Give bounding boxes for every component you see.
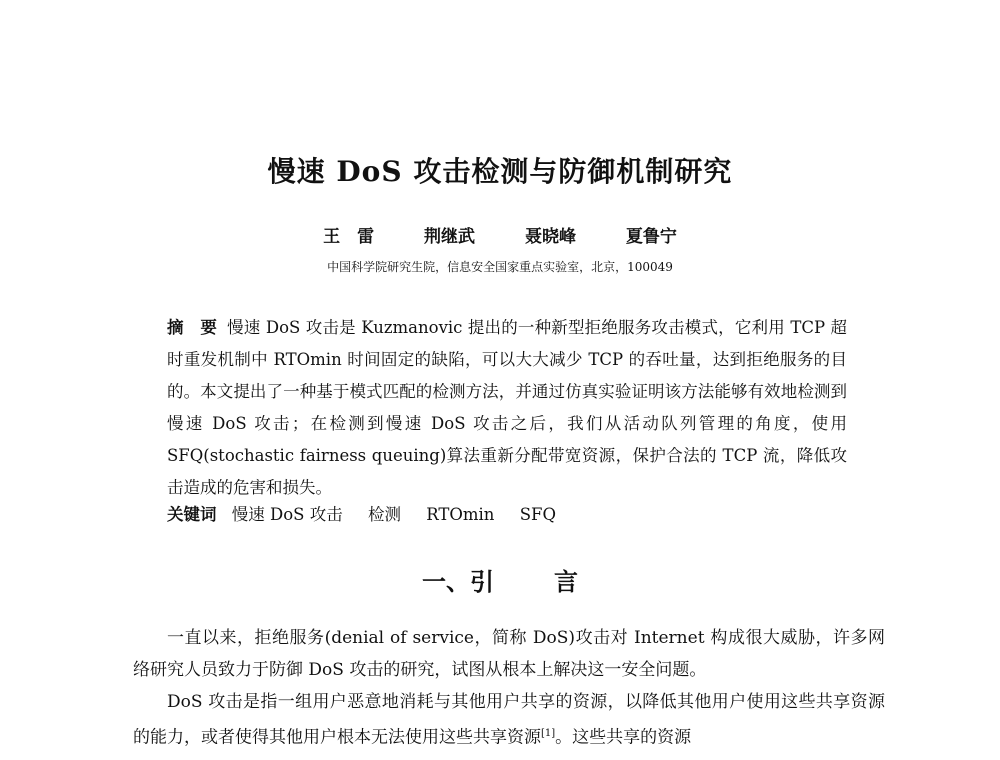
- paragraph-text: DoS 攻击是指一组用户恶意地消耗与其他用户共享的资源，以降低其他用户使用这些共享资源的能力，或者使得其他用户根本无法使用这些共享资源: [133, 692, 885, 748]
- citation[interactable]: [1]: [541, 728, 556, 739]
- paragraph: [133, 686, 885, 754]
- author-list: [0, 222, 1000, 247]
- keyword: RTOmin: [426, 505, 495, 524]
- keywords-label: 关键词: [167, 505, 217, 524]
- body-text: [133, 622, 885, 754]
- section-number: 一、引: [422, 568, 494, 596]
- section-heading: [0, 562, 1000, 597]
- keyword: 检测: [367, 505, 401, 524]
- author-name: 王 雷: [323, 227, 375, 247]
- section-name: 言: [554, 568, 578, 596]
- author-affiliation: 中国科学院研究生院，信息安全国家重点实验室，北京，100049: [327, 260, 673, 274]
- paper-title: 慢速 DoS 攻击检测与防御机制研究: [267, 155, 733, 188]
- keyword: 慢速 DoS 攻击: [231, 505, 343, 524]
- abstract-label: 摘 要: [167, 318, 218, 337]
- keywords: [167, 502, 847, 528]
- paragraph: 一直以来，拒绝服务(denial of service，简称 DoS)攻击对 Internet 构成很大威胁，许多网络研究人员致力于防御 DoS 攻击的研究，试图从根本上解决这一安全问题。: [133, 628, 885, 680]
- author-name: 聂晓峰: [524, 227, 576, 247]
- author-name: 夏鲁宁: [625, 227, 677, 247]
- paragraph-text: 。这些共享的资源: [555, 727, 692, 748]
- abstract-text: 慢速 DoS 攻击是 Kuzmanovic 提出的一种新型拒绝服务攻击模式，它利用 TCP 超时重发机制中 RTOmin 时间固定的缺陷，可以大大减少 TCP 的吞吐量，达到拒绝服务的目的。本文提出了一种基于模式匹配的检测方法，并通过仿真实验证明该方法能够有效地检测到慢速 DoS 攻击；在检测到慢速 DoS 攻击之后，我们从活动队列管理的角度，使用 SFQ(stochastic fairness queuing)算法重新分配带宽资源，保护合法的 TCP 流，降低攻击造成的危害和损失。: [167, 318, 847, 497]
- keyword: SFQ: [519, 505, 556, 524]
- abstract: [167, 312, 847, 504]
- author-name: 荆继武: [424, 227, 476, 247]
